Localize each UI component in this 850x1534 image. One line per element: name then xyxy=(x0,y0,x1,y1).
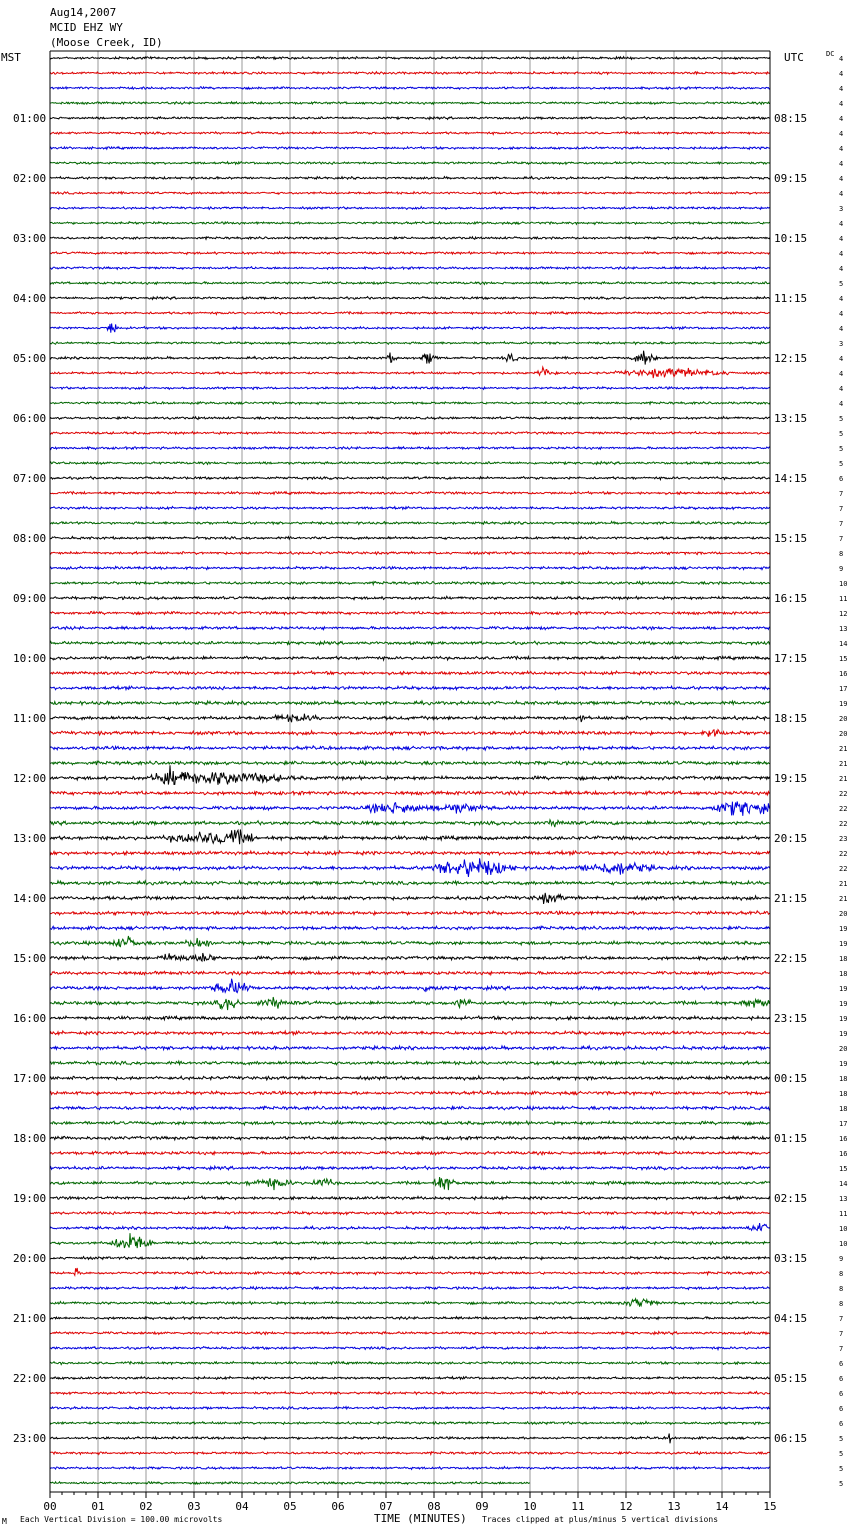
trace-row-23 xyxy=(50,402,770,405)
x-tick-label: 11 xyxy=(571,1500,585,1513)
dc-offset-value: 10 xyxy=(839,1240,848,1248)
clip-text: Traces clipped at plus/minus 5 vertical divisions xyxy=(482,1515,719,1524)
trace-row-6 xyxy=(50,147,770,150)
right-hour-label: 15:15 xyxy=(774,532,808,545)
dc-offset-value: 6 xyxy=(839,475,844,483)
dc-offset-value: 4 xyxy=(839,355,844,363)
trace-row-14 xyxy=(50,267,770,270)
x-tick-label: 03 xyxy=(187,1500,201,1513)
dc-offset-value: 22 xyxy=(839,850,848,858)
trace-row-93 xyxy=(50,1452,770,1455)
trace-group xyxy=(50,57,770,1485)
trace-row-13 xyxy=(50,252,770,255)
dc-offset-value: 13 xyxy=(839,625,848,633)
dc-offset-value: 4 xyxy=(839,370,844,378)
dc-offset-value: 11 xyxy=(839,1210,848,1218)
right-hour-label: 12:15 xyxy=(774,352,808,365)
dc-offset-value: 4 xyxy=(839,115,844,123)
trace-row-18 xyxy=(50,324,770,333)
x-tick-label: 04 xyxy=(235,1500,249,1513)
dc-offset-value: 4 xyxy=(839,70,844,78)
dc-offset-value: 21 xyxy=(839,760,848,768)
left-hour-label: 21:00 xyxy=(13,1312,47,1325)
dc-offset-value: 5 xyxy=(839,415,844,423)
trace-row-19 xyxy=(50,342,770,345)
left-timezone-label: MST xyxy=(1,51,21,64)
dc-offset-value: 5 xyxy=(839,460,844,468)
trace-row-89 xyxy=(50,1392,770,1395)
trace-row-51 xyxy=(50,820,770,827)
dc-offset-value: 6 xyxy=(839,1420,844,1428)
trace-row-85 xyxy=(50,1332,770,1335)
dc-header-label: DC xyxy=(826,50,835,58)
x-tick-label: 02 xyxy=(139,1500,153,1513)
dc-offset-value: 3 xyxy=(839,205,844,213)
left-hour-label: 03:00 xyxy=(13,232,47,245)
dc-offset-value: 20 xyxy=(839,730,848,738)
right-hour-label: 23:15 xyxy=(774,1012,808,1025)
trace-row-45 xyxy=(50,730,770,737)
dc-offset-value: 15 xyxy=(839,1165,848,1173)
trace-row-77 xyxy=(50,1211,770,1214)
trace-row-30 xyxy=(50,507,770,510)
dc-offset-value: 17 xyxy=(839,1120,848,1128)
right-hour-labels xyxy=(774,112,807,1445)
dc-offset-value: 7 xyxy=(839,1330,844,1338)
trace-row-59 xyxy=(50,936,770,947)
trace-row-34 xyxy=(50,566,770,569)
trace-row-87 xyxy=(50,1362,770,1365)
trace-row-91 xyxy=(50,1422,770,1425)
dc-offset-value: 19 xyxy=(839,925,848,933)
dc-offset-value: 5 xyxy=(839,445,844,453)
dc-offset-value: 18 xyxy=(839,1075,848,1083)
left-hour-label: 14:00 xyxy=(13,892,47,905)
x-tick-label: 12 xyxy=(619,1500,633,1513)
x-tick-label: 07 xyxy=(379,1500,393,1513)
right-timezone-label: UTC xyxy=(784,51,804,64)
dc-offset-value: 5 xyxy=(839,1450,844,1458)
dc-offset-value: 20 xyxy=(839,910,848,918)
dc-offset-value: 6 xyxy=(839,1375,844,1383)
dc-offset-value: 5 xyxy=(839,1480,844,1488)
dc-offset-value: 18 xyxy=(839,955,848,963)
trace-row-68 xyxy=(50,1076,770,1080)
trace-row-4 xyxy=(50,117,770,120)
dc-offset-value: 9 xyxy=(839,565,844,573)
dc-offset-value: 7 xyxy=(839,1345,844,1353)
right-hour-label: 00:15 xyxy=(774,1072,808,1085)
trace-row-48 xyxy=(50,765,770,785)
right-hour-label: 18:15 xyxy=(774,712,808,725)
dc-offset-value: 7 xyxy=(839,505,844,513)
dc-offset-value: 20 xyxy=(839,715,848,723)
right-hour-label: 17:15 xyxy=(774,652,808,665)
dc-offset-value: 19 xyxy=(839,700,848,708)
trace-row-63 xyxy=(50,997,770,1010)
right-hour-label: 08:15 xyxy=(774,112,808,125)
x-tick-label: 00 xyxy=(43,1500,57,1513)
x-axis-ticks xyxy=(43,1492,776,1513)
station-location: (Moose Creek, ID) xyxy=(50,36,163,49)
trace-row-52 xyxy=(50,830,770,845)
trace-row-28 xyxy=(50,477,770,480)
dc-offset-value: 4 xyxy=(839,220,844,228)
right-hour-label: 06:15 xyxy=(774,1432,808,1445)
dc-offset-value: 4 xyxy=(839,325,844,333)
trace-row-7 xyxy=(50,162,770,165)
dc-offset-value: 18 xyxy=(839,970,848,978)
trace-row-81 xyxy=(50,1268,770,1275)
dc-offset-value: 8 xyxy=(839,1270,844,1278)
right-hour-label: 01:15 xyxy=(774,1132,808,1145)
dc-offset-value: 4 xyxy=(839,55,844,63)
dc-offset-value: 14 xyxy=(839,1180,848,1188)
dc-offset-value: 23 xyxy=(839,835,848,843)
trace-row-55 xyxy=(50,881,770,885)
station-code: MCID EHZ WY xyxy=(50,21,123,34)
trace-row-71 xyxy=(50,1121,770,1125)
dc-offset-value: 21 xyxy=(839,880,848,888)
dc-offset-value: 7 xyxy=(839,490,844,498)
dc-offset-value: 5 xyxy=(839,1465,844,1473)
right-hour-label: 14:15 xyxy=(774,472,808,485)
dc-offset-value: 18 xyxy=(839,1105,848,1113)
x-tick-label: 01 xyxy=(91,1500,105,1513)
dc-offset-value: 22 xyxy=(839,820,848,828)
dc-offset-value: 4 xyxy=(839,175,844,183)
trace-row-43 xyxy=(50,701,770,705)
trace-row-5 xyxy=(50,132,770,135)
trace-row-82 xyxy=(50,1287,770,1290)
left-hour-label: 05:00 xyxy=(13,352,47,365)
right-hour-label: 09:15 xyxy=(774,172,808,185)
dc-offset-value: 18 xyxy=(839,1090,848,1098)
x-tick-label: 10 xyxy=(523,1500,537,1513)
trace-row-58 xyxy=(50,926,770,930)
trace-row-65 xyxy=(50,1031,770,1035)
trace-row-73 xyxy=(50,1151,770,1155)
trace-row-75 xyxy=(50,1177,770,1190)
dc-offset-value: 21 xyxy=(839,745,848,753)
dc-offset-value: 11 xyxy=(839,595,848,603)
dc-offset-value: 4 xyxy=(839,385,844,393)
trace-row-25 xyxy=(50,432,770,435)
trace-row-84 xyxy=(50,1317,770,1320)
dc-offset-value: 19 xyxy=(839,940,848,948)
dc-offset-column xyxy=(839,55,847,1488)
dc-offset-value: 5 xyxy=(839,1435,844,1443)
right-hour-label: 22:15 xyxy=(774,952,808,965)
left-hour-label: 23:00 xyxy=(13,1432,47,1445)
trace-row-17 xyxy=(50,312,770,315)
trace-row-2 xyxy=(50,87,770,90)
dc-offset-value: 4 xyxy=(839,190,844,198)
trace-row-90 xyxy=(50,1407,770,1410)
trace-row-41 xyxy=(50,671,770,675)
trace-row-15 xyxy=(50,282,770,285)
dc-offset-value: 22 xyxy=(839,805,848,813)
dc-offset-value: 4 xyxy=(839,100,844,108)
trace-row-60 xyxy=(50,953,770,961)
trace-row-9 xyxy=(50,192,770,195)
x-tick-label: 13 xyxy=(667,1500,681,1513)
trace-row-20 xyxy=(50,351,770,365)
trace-row-54 xyxy=(50,858,770,877)
dc-offset-value: 4 xyxy=(839,145,844,153)
trace-row-11 xyxy=(50,222,770,225)
left-hour-label: 08:00 xyxy=(13,532,47,545)
dc-offset-value: 8 xyxy=(839,550,844,558)
trace-row-83 xyxy=(50,1299,770,1307)
dc-offset-value: 7 xyxy=(839,1315,844,1323)
dc-offset-value: 7 xyxy=(839,535,844,543)
dc-offset-value: 7 xyxy=(839,520,844,528)
dc-offset-value: 4 xyxy=(839,400,844,408)
left-hour-label: 07:00 xyxy=(13,472,47,485)
dc-offset-value: 9 xyxy=(839,1255,844,1263)
trace-row-12 xyxy=(50,237,770,240)
dc-offset-value: 4 xyxy=(839,265,844,273)
trace-row-49 xyxy=(50,791,770,795)
x-tick-label: 15 xyxy=(763,1500,777,1513)
x-tick-label: 06 xyxy=(331,1500,345,1513)
trace-row-53 xyxy=(50,851,770,855)
dc-offset-value: 21 xyxy=(839,775,848,783)
right-hour-label: 04:15 xyxy=(774,1312,808,1325)
left-hour-labels xyxy=(13,112,46,1445)
dc-offset-value: 17 xyxy=(839,685,848,693)
dc-offset-value: 15 xyxy=(839,655,848,663)
dc-offset-value: 5 xyxy=(839,430,844,438)
dc-offset-value: 22 xyxy=(839,790,848,798)
dc-offset-value: 19 xyxy=(839,1060,848,1068)
trace-row-88 xyxy=(50,1377,770,1380)
trace-row-66 xyxy=(50,1046,770,1050)
trace-row-57 xyxy=(50,911,770,915)
right-hour-label: 10:15 xyxy=(774,232,808,245)
trace-row-72 xyxy=(50,1136,770,1140)
dc-offset-value: 14 xyxy=(839,640,848,648)
trace-row-31 xyxy=(50,521,770,524)
trace-row-76 xyxy=(50,1196,770,1200)
trace-row-67 xyxy=(50,1061,770,1065)
left-hour-label: 06:00 xyxy=(13,412,47,425)
trace-row-39 xyxy=(50,641,770,645)
dc-offset-value: 16 xyxy=(839,1150,848,1158)
trace-row-33 xyxy=(50,551,770,554)
trace-row-27 xyxy=(50,462,770,465)
trace-row-61 xyxy=(50,971,770,975)
left-hour-label: 15:00 xyxy=(13,952,47,965)
trace-row-56 xyxy=(50,893,770,904)
trace-row-8 xyxy=(50,177,770,180)
right-hour-label: 13:15 xyxy=(774,412,808,425)
trace-row-36 xyxy=(50,596,770,599)
dc-offset-value: 3 xyxy=(839,340,844,348)
dc-offset-value: 13 xyxy=(839,1195,848,1203)
left-hour-label: 12:00 xyxy=(13,772,47,785)
left-hour-label: 11:00 xyxy=(13,712,47,725)
dc-offset-value: 4 xyxy=(839,310,844,318)
trace-row-69 xyxy=(50,1091,770,1095)
dc-offset-value: 6 xyxy=(839,1390,844,1398)
scale-text: Each Vertical Division = 100.00 microvolts xyxy=(20,1515,223,1524)
dc-offset-value: 5 xyxy=(839,280,844,288)
trace-row-40 xyxy=(50,656,770,660)
dc-offset-value: 19 xyxy=(839,985,848,993)
trace-row-32 xyxy=(50,537,770,540)
trace-row-94 xyxy=(50,1467,770,1470)
record-date: Aug14,2007 xyxy=(50,6,117,19)
trace-row-42 xyxy=(50,686,770,690)
trace-row-47 xyxy=(50,761,770,765)
right-hour-label: 05:15 xyxy=(774,1372,808,1385)
trace-row-21 xyxy=(50,367,770,378)
scale-mark: M xyxy=(2,1517,7,1526)
trace-row-70 xyxy=(50,1106,770,1110)
trace-row-35 xyxy=(50,582,770,585)
trace-row-10 xyxy=(50,207,770,210)
left-hour-label: 10:00 xyxy=(13,652,47,665)
left-hour-label: 22:00 xyxy=(13,1372,47,1385)
trace-row-86 xyxy=(50,1347,770,1350)
dc-offset-value: 6 xyxy=(839,1405,844,1413)
trace-row-26 xyxy=(50,447,770,450)
dc-offset-value: 21 xyxy=(839,895,848,903)
left-hour-label: 02:00 xyxy=(13,172,47,185)
dc-offset-value: 8 xyxy=(839,1285,844,1293)
dc-offset-value: 10 xyxy=(839,1225,848,1233)
left-hour-label: 04:00 xyxy=(13,292,47,305)
dc-offset-value: 4 xyxy=(839,160,844,168)
x-axis-title: TIME (MINUTES) xyxy=(374,1512,467,1525)
right-hour-label: 19:15 xyxy=(774,772,808,785)
left-hour-label: 01:00 xyxy=(13,112,47,125)
x-tick-label: 05 xyxy=(283,1500,297,1513)
dc-offset-value: 4 xyxy=(839,235,844,243)
right-hour-label: 16:15 xyxy=(774,592,808,605)
dc-offset-value: 6 xyxy=(839,1360,844,1368)
left-hour-label: 19:00 xyxy=(13,1192,47,1205)
trace-row-79 xyxy=(50,1233,770,1248)
dc-offset-value: 16 xyxy=(839,670,848,678)
trace-row-80 xyxy=(50,1256,770,1259)
trace-row-74 xyxy=(50,1166,770,1170)
trace-row-1 xyxy=(50,72,770,75)
left-hour-label: 20:00 xyxy=(13,1252,47,1265)
left-hour-label: 16:00 xyxy=(13,1012,47,1025)
trace-row-38 xyxy=(50,626,770,629)
dc-offset-value: 19 xyxy=(839,1015,848,1023)
trace-row-92 xyxy=(50,1434,770,1444)
right-hour-label: 20:15 xyxy=(774,832,808,845)
dc-offset-value: 10 xyxy=(839,580,848,588)
dc-offset-value: 19 xyxy=(839,1000,848,1008)
left-hour-label: 17:00 xyxy=(13,1072,47,1085)
right-hour-label: 11:15 xyxy=(774,292,808,305)
trace-row-44 xyxy=(50,714,770,723)
trace-row-29 xyxy=(50,492,770,495)
trace-row-64 xyxy=(50,1016,770,1020)
dc-offset-value: 16 xyxy=(839,1135,848,1143)
right-hour-label: 03:15 xyxy=(774,1252,808,1265)
dc-offset-value: 4 xyxy=(839,295,844,303)
right-hour-label: 21:15 xyxy=(774,892,808,905)
x-tick-label: 09 xyxy=(475,1500,489,1513)
trace-row-37 xyxy=(50,612,770,615)
trace-row-78 xyxy=(50,1223,770,1230)
trace-row-50 xyxy=(50,802,770,816)
dc-offset-value: 12 xyxy=(839,610,848,618)
dc-offset-value: 4 xyxy=(839,130,844,138)
trace-row-3 xyxy=(50,102,770,105)
x-tick-label: 14 xyxy=(715,1500,729,1513)
dc-offset-value: 20 xyxy=(839,1045,848,1053)
dc-offset-value: 4 xyxy=(839,250,844,258)
dc-offset-value: 4 xyxy=(839,85,844,93)
left-hour-label: 13:00 xyxy=(13,832,47,845)
trace-row-0 xyxy=(50,57,770,60)
dc-offset-value: 19 xyxy=(839,1030,848,1038)
left-hour-label: 18:00 xyxy=(13,1132,47,1145)
dc-offset-value: 22 xyxy=(839,865,848,873)
dc-offset-value: 8 xyxy=(839,1300,844,1308)
trace-row-62 xyxy=(50,979,770,993)
x-tick-label: 08 xyxy=(427,1500,441,1513)
trace-row-46 xyxy=(50,746,770,750)
trace-row-16 xyxy=(50,297,770,300)
right-hour-label: 02:15 xyxy=(774,1192,808,1205)
trace-row-22 xyxy=(50,387,770,390)
left-hour-label: 09:00 xyxy=(13,592,47,605)
trace-row-24 xyxy=(50,417,770,420)
